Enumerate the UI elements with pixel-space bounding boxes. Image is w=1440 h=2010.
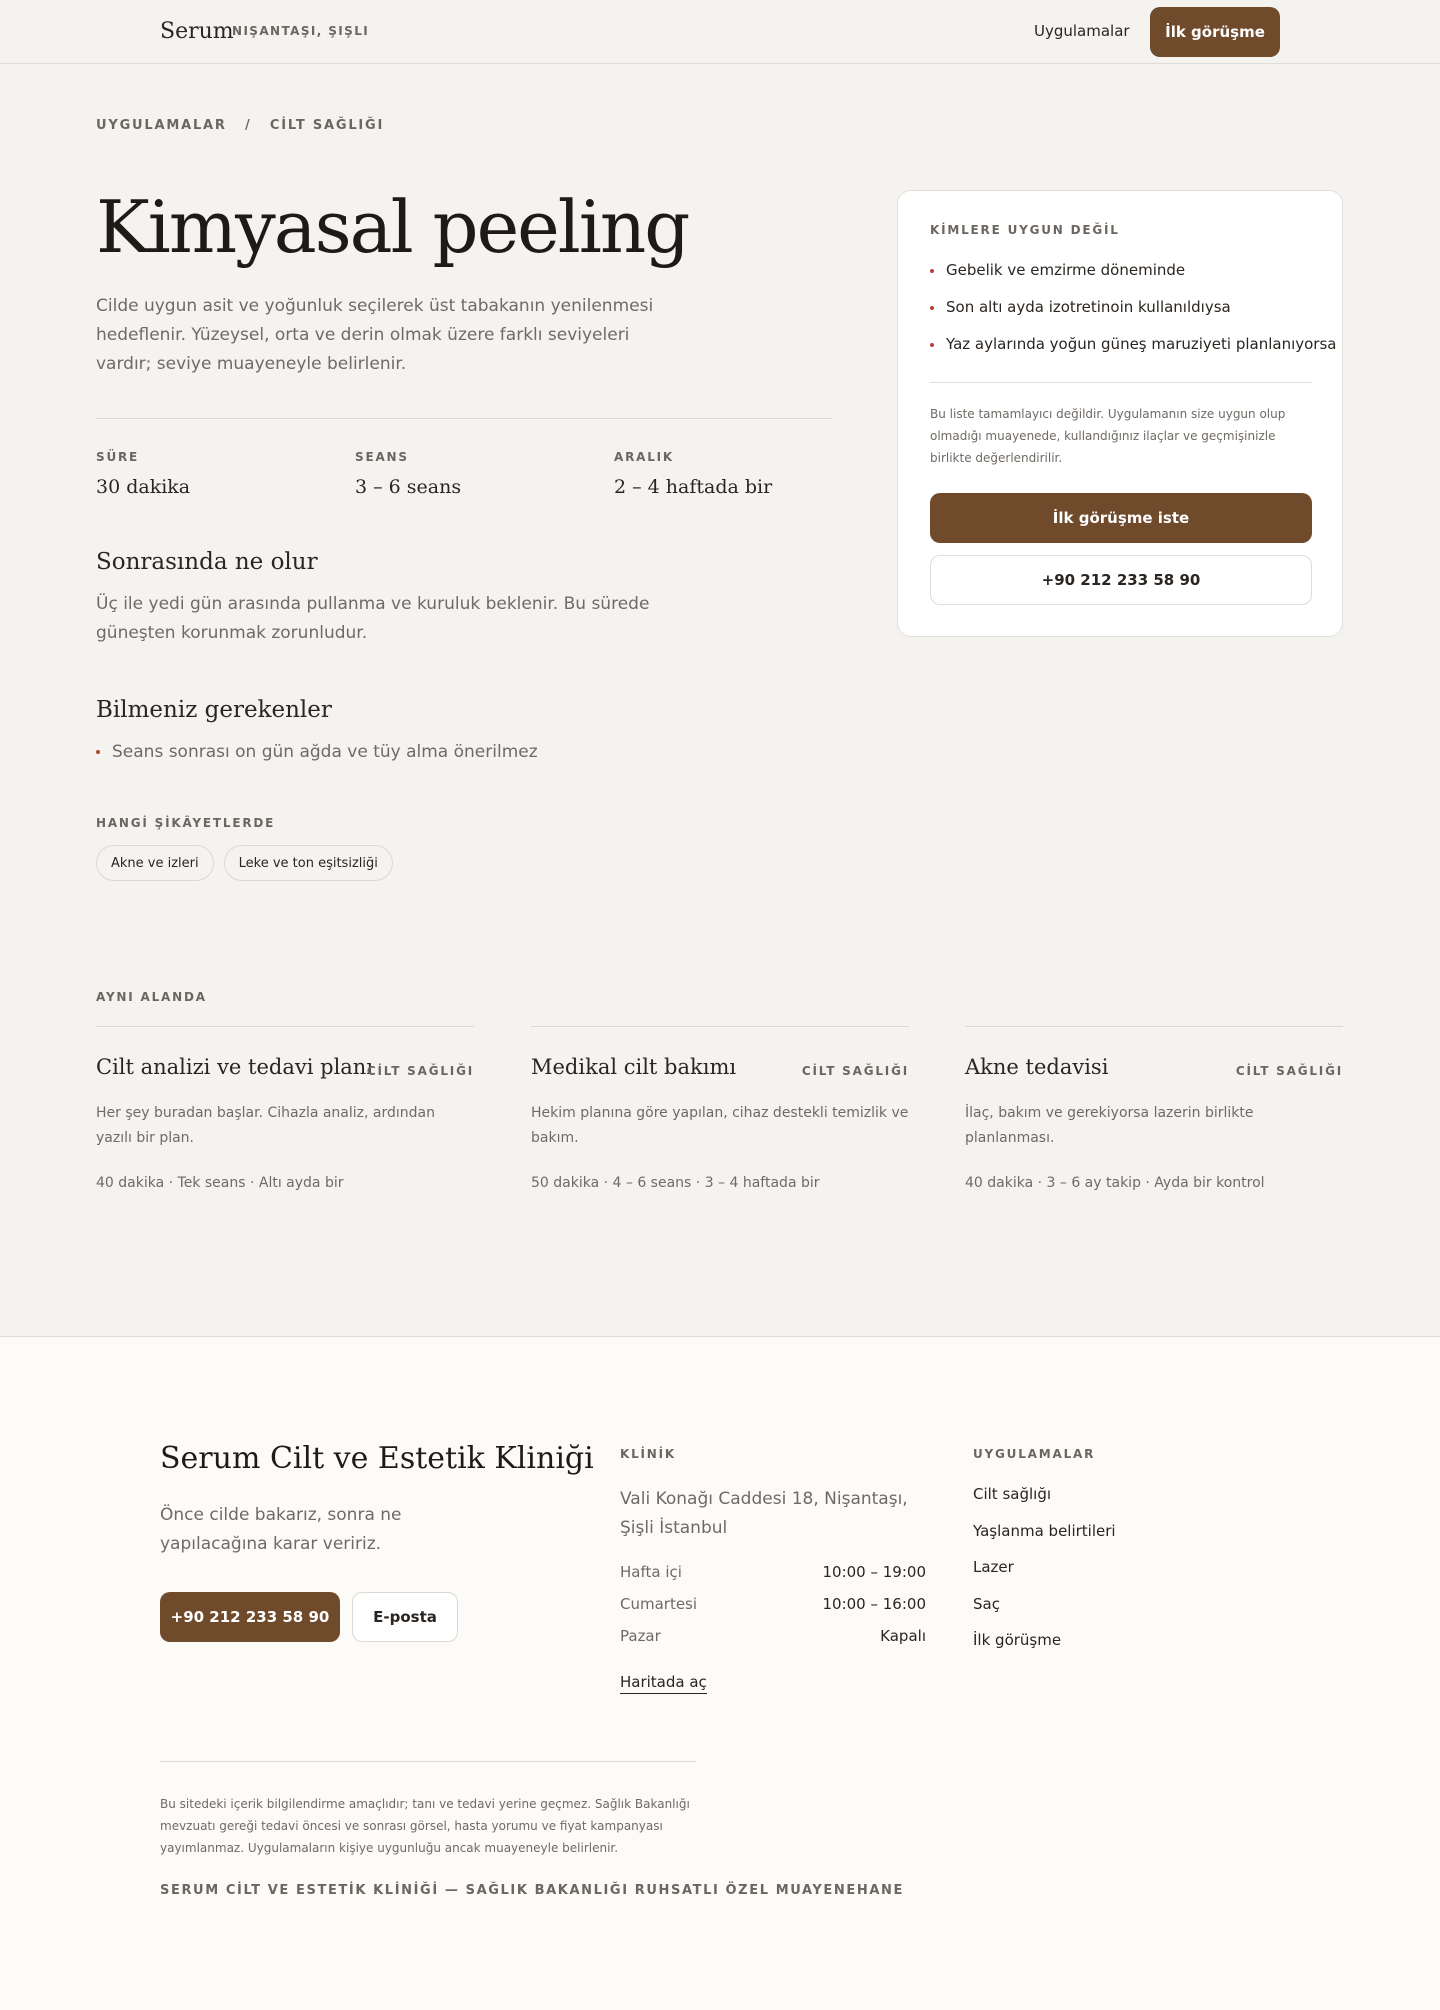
complaint-tags bbox=[96, 845, 393, 881]
footer-link-lazer[interactable]: Lazer bbox=[973, 1558, 1014, 1576]
divider bbox=[930, 382, 1312, 383]
footer-phone-button[interactable]: +90 212 233 58 90 bbox=[160, 1592, 340, 1642]
footer bbox=[0, 1336, 1440, 2010]
stat-label: ARALIK bbox=[614, 450, 675, 464]
contraindication-text: Gebelik ve emzirme döneminde bbox=[946, 261, 1186, 279]
footer-apps-list bbox=[973, 1485, 1116, 1668]
know-heading: Bilmeniz gerekenler bbox=[96, 697, 332, 723]
know-list-item bbox=[96, 738, 538, 767]
treatment-intro: Cilde uygun asit ve yoğunluk seçilerek üst tabakanın yenilenmesi hedeflenir. Yüzeysel, orta ve derin olmak üzere farklı seviyeleri vardır; seviye muayeneyle belirlenir. bbox=[96, 296, 654, 374]
footer-clinic-heading: KLİNİK bbox=[620, 1447, 677, 1461]
related-title[interactable]: Medikal cilt bakımı bbox=[531, 1055, 737, 1079]
footer-legal: SERUM CİLT VE ESTETİK KLİNİĞİ — SAĞLIK BAKANLIĞI RUHSATLI ÖZEL MUAYENEHANE bbox=[160, 1883, 904, 1898]
footer-disclaimer: Bu sitedeki içerik bilgilendirme amaçlıdır; tanı ve tedavi yerine geçmez. Sağlık Bakanlığı mevzuatı gereği tedavi öncesi ve sonrası görsel, hasta yorumu ve fiyat kampanyası yayımlanmaz. Uygulamaların kişiye uygunluğu ancak muayeneyle belirlenir. bbox=[160, 1797, 690, 1855]
hours-day: Pazar bbox=[620, 1627, 661, 1645]
stat-duration bbox=[96, 450, 190, 498]
nav-link-uygulamalar[interactable]: Uygulamalar bbox=[1034, 22, 1130, 40]
bullet-icon bbox=[930, 306, 934, 310]
related-category: CİLT SAĞLIĞI bbox=[801, 1064, 909, 1078]
related-title[interactable]: Cilt analizi ve tedavi planı bbox=[96, 1055, 374, 1079]
divider bbox=[160, 1761, 696, 1762]
breadcrumb-item-cilt-sagligi[interactable]: CİLT SAĞLIĞI bbox=[269, 118, 385, 133]
stat-value: 30 dakika bbox=[96, 476, 191, 498]
bullet-icon bbox=[930, 269, 934, 273]
stat-label: SÜRE bbox=[96, 450, 140, 464]
footer-clinic-name: Serum Cilt ve Estetik Kliniği bbox=[160, 1441, 594, 1476]
contraindication-item bbox=[930, 335, 1336, 372]
brand-location: NIŞANTAŞI, ŞIŞLI bbox=[232, 24, 370, 38]
footer-email-button[interactable]: E-posta bbox=[352, 1592, 458, 1642]
footer-link-cilt-sagligi[interactable]: Cilt sağlığı bbox=[973, 1485, 1052, 1503]
hours-time: 10:00 – 19:00 bbox=[822, 1563, 926, 1581]
breadcrumb-item-uygulamalar[interactable]: UYGULAMALAR bbox=[96, 118, 227, 133]
hours-day: Cumartesi bbox=[620, 1595, 698, 1613]
page-title: Kimyasal peeling bbox=[96, 185, 689, 269]
related-meta: 40 dakika · Tek seans · Altı ayda bir bbox=[96, 1175, 344, 1191]
contraindication-list bbox=[930, 261, 1336, 372]
bullet-icon bbox=[96, 750, 100, 754]
related-title[interactable]: Akne tedavisi bbox=[965, 1055, 1109, 1079]
related-meta: 50 dakika · 4 – 6 seans · 3 – 4 haftada bir bbox=[531, 1175, 820, 1191]
map-link[interactable]: Haritada aç bbox=[620, 1673, 707, 1694]
footer-link-sac[interactable]: Saç bbox=[973, 1594, 1000, 1613]
card-note: Bu liste tamamlayıcı değildir. Uygulamanın size uygun olup olmadığı muayenede, kullandığınız ilaçlar ve geçmişinizle birlikte değerlendirilir. bbox=[930, 407, 1286, 465]
divider bbox=[96, 418, 832, 419]
hours-time: 10:00 – 16:00 bbox=[822, 1595, 926, 1613]
footer-link-yaslanma[interactable]: Yaşlanma belirtileri bbox=[973, 1521, 1116, 1540]
footer-link-ilk-gorusme[interactable]: İlk görüşme bbox=[973, 1631, 1062, 1649]
after-heading: Sonrasında ne olur bbox=[96, 549, 318, 575]
hours-day: Hafta içi bbox=[620, 1563, 682, 1581]
contraindication-item bbox=[930, 298, 1336, 335]
complaint-tag[interactable]: Leke ve ton eşitsizliği bbox=[224, 845, 393, 881]
stat-value: 3 – 6 seans bbox=[355, 476, 462, 498]
complaint-tag[interactable]: Akne ve izleri bbox=[96, 845, 214, 881]
hours-row bbox=[620, 1563, 926, 1595]
hours-row bbox=[620, 1627, 926, 1659]
related-category: CİLT SAĞLIĞI bbox=[1235, 1064, 1343, 1078]
opening-hours bbox=[620, 1563, 926, 1659]
related-description: Her şey buradan başlar. Cihazla analiz, ardından yazılı bir plan. bbox=[96, 1105, 435, 1146]
related-card[interactable] bbox=[96, 1026, 474, 1191]
first-consultation-button[interactable]: İlk görüşme bbox=[1150, 7, 1280, 57]
phone-button[interactable]: +90 212 233 58 90 bbox=[930, 555, 1312, 605]
card-title: KİMLERE UYGUN DEĞİL bbox=[930, 223, 1120, 237]
related-meta: 40 dakika · 3 – 6 ay takip · Ayda bir kontrol bbox=[965, 1175, 1265, 1191]
related-description: İlaç, bakım ve gerekiyorsa lazerin birlikte planlanması. bbox=[965, 1105, 1254, 1146]
breadcrumb bbox=[96, 118, 396, 133]
footer-address: Vali Konağı Caddesi 18, Nişantaşı, Şişli İstanbul bbox=[620, 1489, 908, 1538]
hours-row bbox=[620, 1595, 926, 1627]
stat-interval bbox=[614, 450, 772, 498]
brand-logo[interactable]: Serum bbox=[160, 19, 234, 44]
hours-time: Kapalı bbox=[880, 1627, 926, 1645]
request-consultation-button[interactable]: İlk görüşme iste bbox=[930, 493, 1312, 543]
related-card[interactable] bbox=[531, 1026, 909, 1191]
contraindications-card bbox=[897, 190, 1343, 637]
stat-value: 2 – 4 haftada bir bbox=[614, 476, 773, 498]
know-item-text: Seans sonrası on gün ağda ve tüy alma önerilmez bbox=[112, 742, 538, 762]
bullet-icon bbox=[930, 343, 934, 347]
footer-tagline: Önce cilde bakarız, sonra ne yapılacağına karar veririz. bbox=[160, 1505, 402, 1554]
contraindication-text: Son altı ayda izotretinoin kullanıldıysa bbox=[946, 298, 1231, 316]
stat-label: SEANS bbox=[355, 450, 409, 464]
complaints-heading: HANGİ ŞİKÂYETLERDE bbox=[96, 816, 276, 830]
related-card[interactable] bbox=[965, 1026, 1343, 1191]
contraindication-item bbox=[930, 261, 1336, 298]
stat-sessions bbox=[355, 450, 461, 498]
related-category: CİLT SAĞLIĞI bbox=[366, 1064, 474, 1078]
related-heading: AYNI ALANDA bbox=[96, 990, 207, 1004]
related-description: Hekim planına göre yapılan, cihaz destekli temizlik ve bakım. bbox=[531, 1105, 909, 1146]
breadcrumb-separator: / bbox=[245, 118, 252, 133]
contraindication-text: Yaz aylarında yoğun güneş maruziyeti planlanıyorsa bbox=[946, 335, 1337, 353]
top-navigation-bar bbox=[0, 0, 1440, 64]
footer-apps-heading: UYGULAMALAR bbox=[973, 1447, 1096, 1461]
after-text: Üç ile yedi gün arasında pullanma ve kuruluk beklenir. Bu sürede güneşten korunmak zorunludur. bbox=[96, 594, 650, 643]
